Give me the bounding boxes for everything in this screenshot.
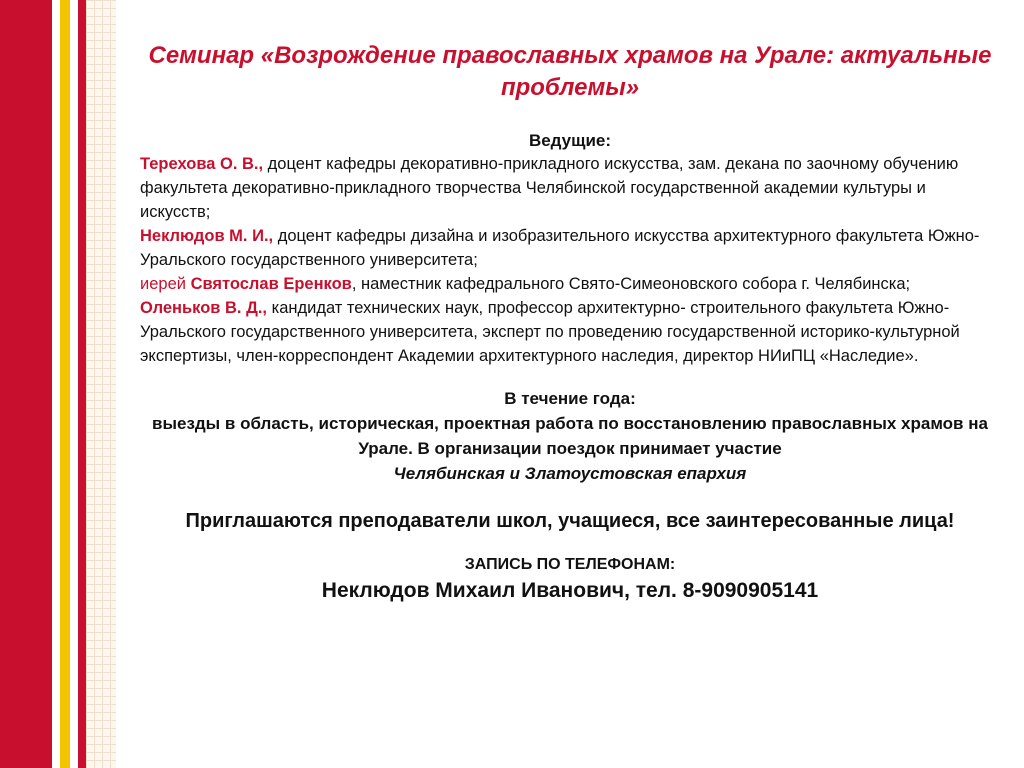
year-text: выезды в область, историческая, проектная работа по восстановлению православных храмов на Урале. В организации поездок принимает участие	[152, 414, 988, 458]
slide-content	[140, 40, 1000, 606]
host-2-name: Неклюдов М. И.,	[140, 227, 274, 245]
host-1-name: Терехова О. В.,	[140, 155, 264, 173]
slide-title: Семинар «Возрождение православных храмов на Урале: актуальные проблемы»	[148, 42, 992, 101]
decor-gap	[52, 0, 60, 768]
phone-line: Неклюдов Михаил Иванович, тел. 8-9090905141	[321, 579, 819, 602]
host-1-text: доцент кафедры декоративно-прикладного искусства, зам. декана по заочному обучению факультета декоративно-прикладного творчества Челябинской государственной академии культуры и искусств;	[140, 155, 959, 221]
host-3-text: , наместник кафедрального Свято-Симеоновского собора г. Челябинска;	[351, 275, 911, 293]
year-eparchy: Челябинская и Златоустовская епархия	[393, 464, 747, 483]
decor-red-stripe	[78, 0, 86, 768]
hosts-heading: Ведущие:	[528, 131, 612, 150]
year-heading: В течение года:	[504, 389, 636, 408]
decor-red-band	[0, 0, 52, 768]
year-block	[140, 386, 1000, 486]
host-3-prefix: иерей	[140, 275, 191, 293]
decor-gold-band	[60, 0, 70, 768]
hosts-list	[140, 152, 1000, 368]
host-4-text: кандидат технических наук, профессор архитектурно- строительного факультета Южно-Уральского государственного университета, эксперт по проведению государственной историко-культурной экспертизы, член-корреспондент Академии архитектурного наследия, директор НИиПЦ «Наследие».	[140, 299, 960, 365]
phone-heading: ЗАПИСЬ ПО ТЕЛЕФОНАМ:	[464, 556, 676, 573]
decor-grid-band	[86, 0, 116, 768]
host-2-text: доцент кафедры дизайна и изобразительного искусства архитектурного факультета Южно-Уральского государственного университета;	[140, 227, 980, 269]
host-4-name: Оленьков В. Д.,	[140, 299, 268, 317]
host-3-name: Святослав Еренков	[190, 275, 352, 293]
invite-text: Приглашаются преподаватели школ, учащиеся, все заинтересованные лица!	[185, 510, 955, 532]
